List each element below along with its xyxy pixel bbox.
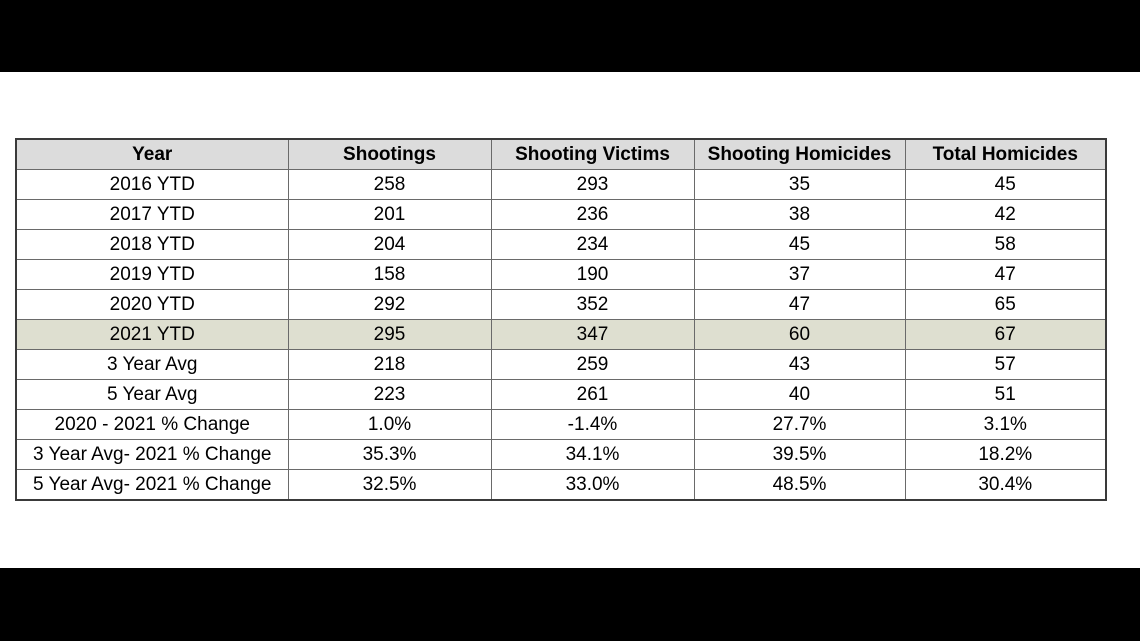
table-cell: 204: [288, 230, 491, 260]
table-row: [16, 260, 1106, 290]
table-cell: 292: [288, 290, 491, 320]
table-cell: -1.4%: [491, 410, 694, 440]
table-cell: 43: [694, 350, 905, 380]
table-cell: 190: [491, 260, 694, 290]
header-total-homicides: Total Homicides: [905, 139, 1106, 170]
row-label: 2021 YTD: [16, 320, 288, 350]
table-cell: 38: [694, 200, 905, 230]
table-cell: 58: [905, 230, 1106, 260]
table-cell: 57: [905, 350, 1106, 380]
table-cell: 352: [491, 290, 694, 320]
table-cell: 27.7%: [694, 410, 905, 440]
table-cell: 158: [288, 260, 491, 290]
table-row: [16, 440, 1106, 470]
table-cell: 39.5%: [694, 440, 905, 470]
table-cell: 34.1%: [491, 440, 694, 470]
table-cell: 51: [905, 380, 1106, 410]
table-cell: 218: [288, 350, 491, 380]
row-label: 3 Year Avg: [16, 350, 288, 380]
table-cell: 295: [288, 320, 491, 350]
table-cell: 30.4%: [905, 470, 1106, 501]
table-cell: 223: [288, 380, 491, 410]
table-cell: 67: [905, 320, 1106, 350]
table-row: [16, 350, 1106, 380]
header-shooting-homicides: Shooting Homicides: [694, 139, 905, 170]
table-row: [16, 410, 1106, 440]
table-cell: 40: [694, 380, 905, 410]
table-cell: 45: [905, 170, 1106, 200]
table-cell: 347: [491, 320, 694, 350]
table-cell: 18.2%: [905, 440, 1106, 470]
table-cell: 35.3%: [288, 440, 491, 470]
row-label: 2019 YTD: [16, 260, 288, 290]
table-row: [16, 200, 1106, 230]
table-row: [16, 320, 1106, 350]
table-cell: 45: [694, 230, 905, 260]
table-cell: 3.1%: [905, 410, 1106, 440]
row-label: 2017 YTD: [16, 200, 288, 230]
header-shootings: Shootings: [288, 139, 491, 170]
table-cell: 35: [694, 170, 905, 200]
table-cell: 33.0%: [491, 470, 694, 501]
table-cell: 293: [491, 170, 694, 200]
header-row: [16, 139, 1106, 170]
table-cell: 32.5%: [288, 470, 491, 501]
table-cell: 261: [491, 380, 694, 410]
table-cell: 47: [694, 290, 905, 320]
row-label: 2020 - 2021 % Change: [16, 410, 288, 440]
table-cell: 48.5%: [694, 470, 905, 501]
table-cell: 1.0%: [288, 410, 491, 440]
table-row: [16, 470, 1106, 501]
table-cell: 259: [491, 350, 694, 380]
row-label: 5 Year Avg- 2021 % Change: [16, 470, 288, 501]
table-row: [16, 380, 1106, 410]
table-cell: 42: [905, 200, 1106, 230]
table-row: [16, 290, 1106, 320]
row-label: 3 Year Avg- 2021 % Change: [16, 440, 288, 470]
table-row: [16, 230, 1106, 260]
header-year: Year: [16, 139, 288, 170]
table-cell: 258: [288, 170, 491, 200]
table-cell: 234: [491, 230, 694, 260]
table-cell: 60: [694, 320, 905, 350]
table-frame: [0, 72, 1140, 568]
header-shooting-victims: Shooting Victims: [491, 139, 694, 170]
table-cell: 236: [491, 200, 694, 230]
table-cell: 65: [905, 290, 1106, 320]
row-label: 2016 YTD: [16, 170, 288, 200]
table-cell: 201: [288, 200, 491, 230]
row-label: 5 Year Avg: [16, 380, 288, 410]
table-row: [16, 170, 1106, 200]
table-cell: 47: [905, 260, 1106, 290]
row-label: 2018 YTD: [16, 230, 288, 260]
statistics-table: [15, 138, 1107, 501]
table-cell: 37: [694, 260, 905, 290]
row-label: 2020 YTD: [16, 290, 288, 320]
table-body: [16, 170, 1106, 501]
